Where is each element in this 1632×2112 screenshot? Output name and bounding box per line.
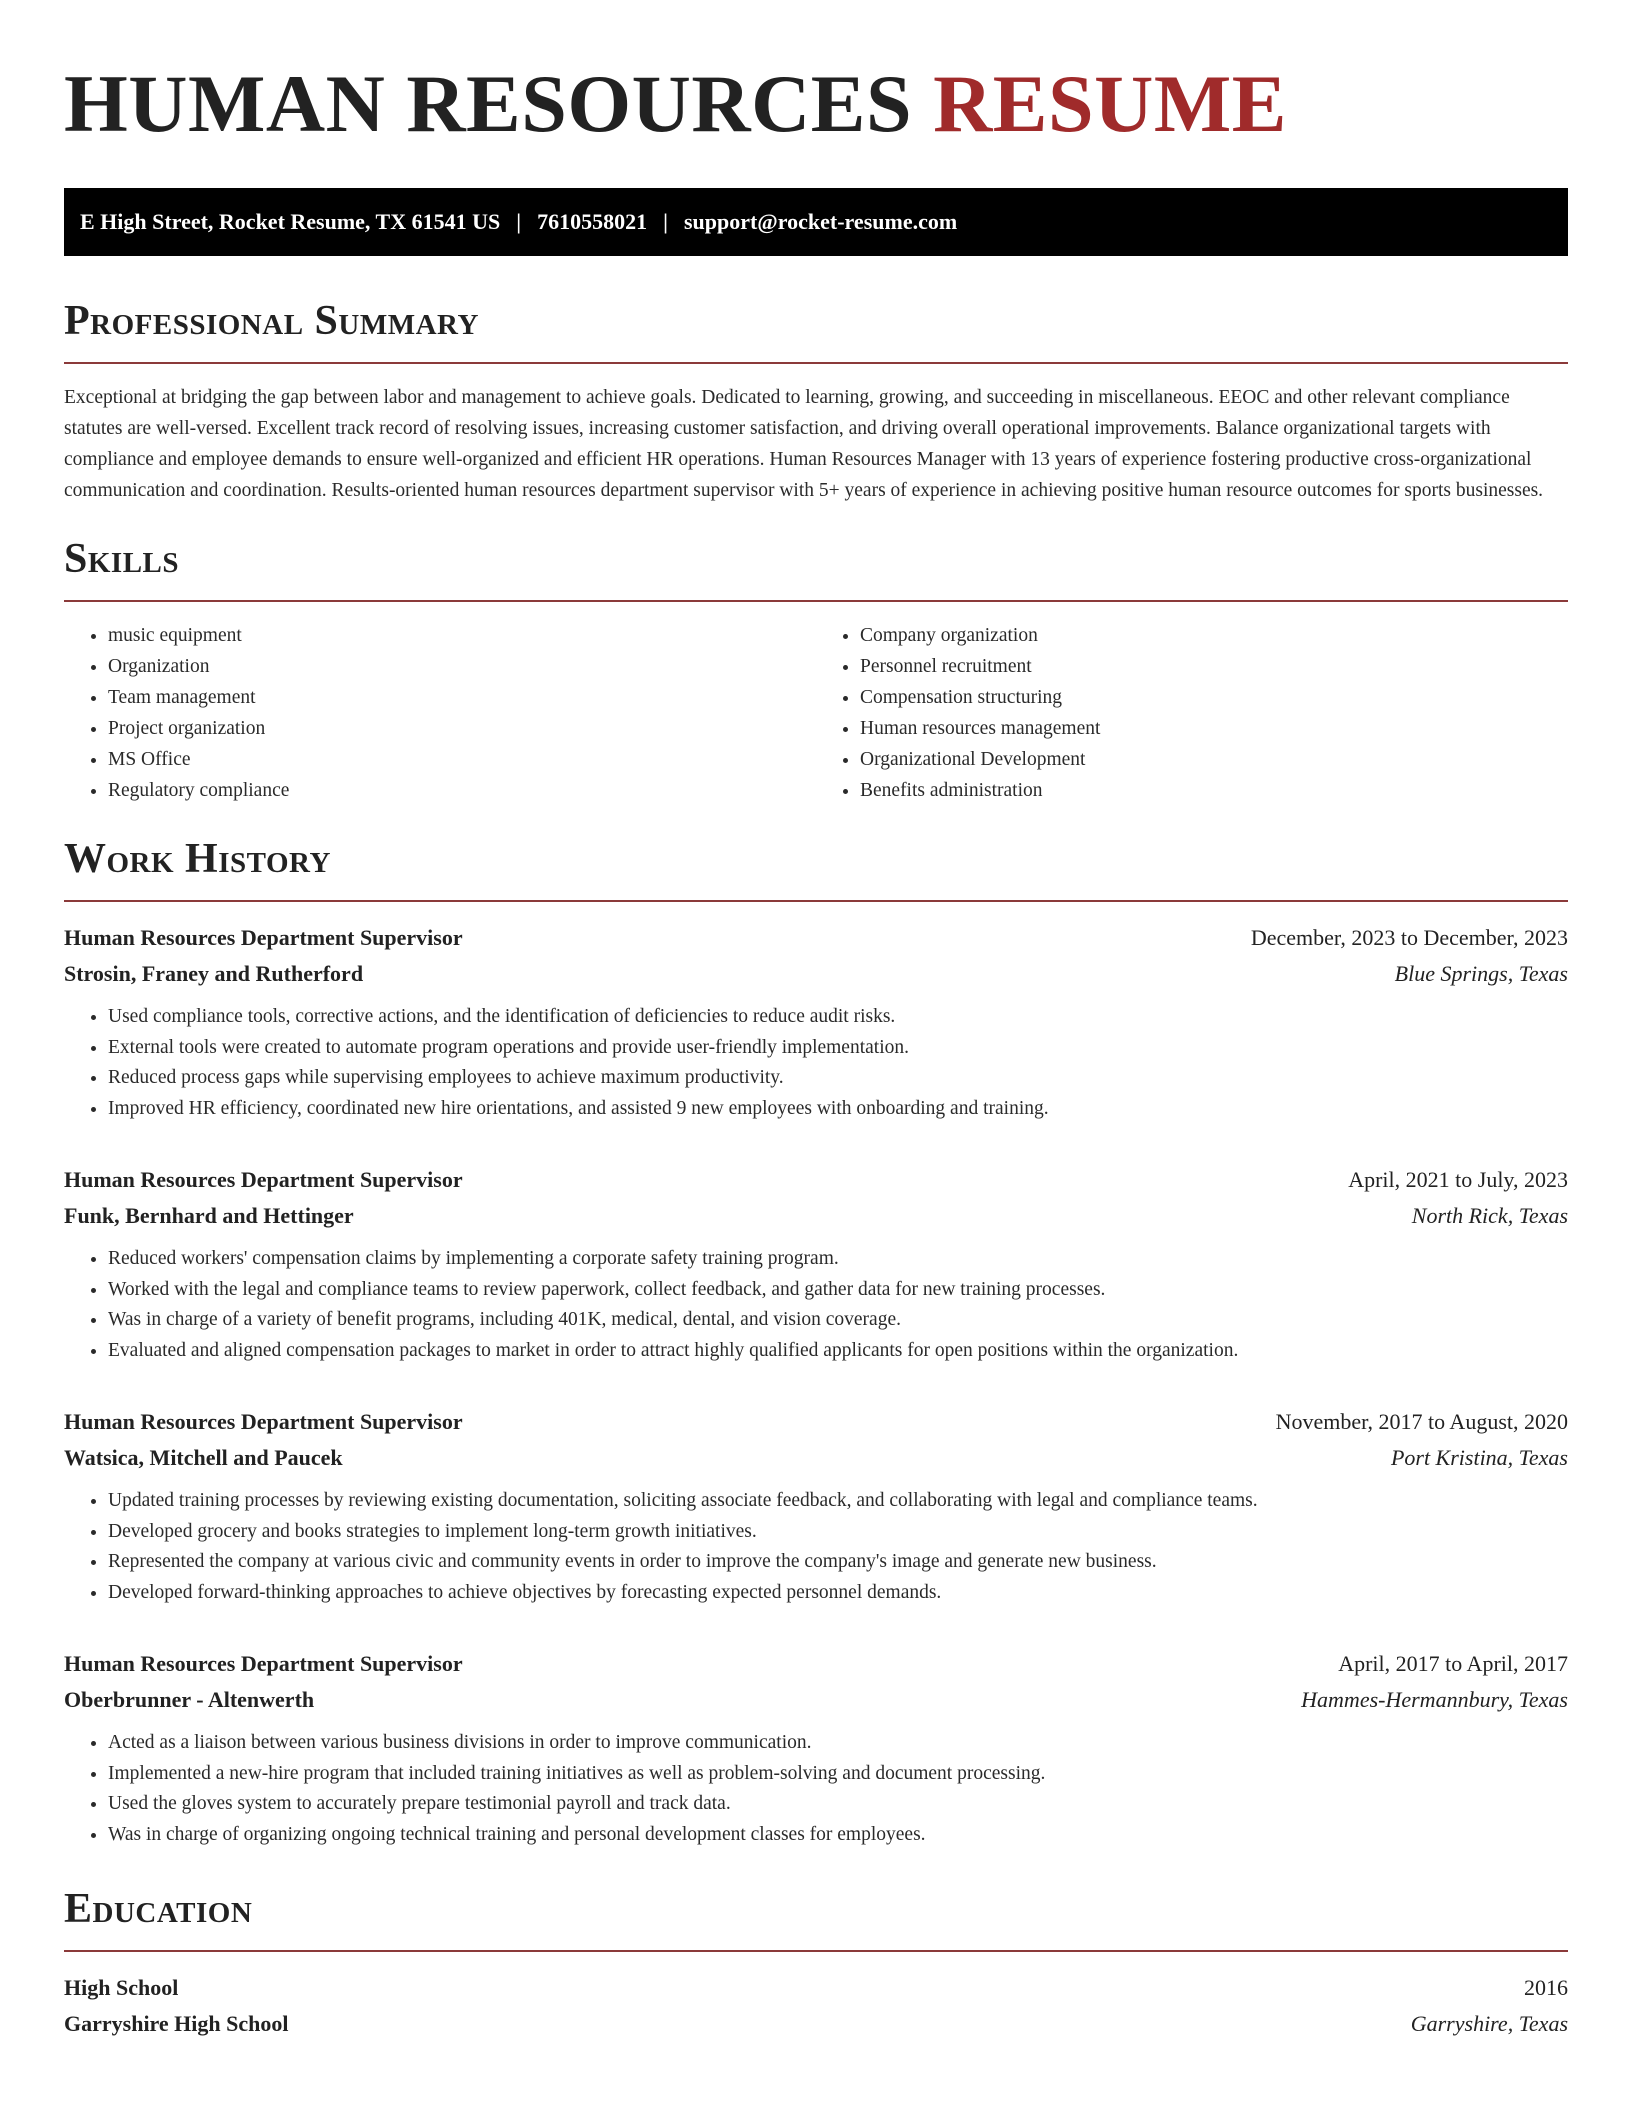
job-bullet: • Evaluated and aligned compensation packages to market in order to attract highly qualified applicants for open positions within the organization. — [108, 1336, 1568, 1367]
title-accent: RESUME — [933, 58, 1287, 149]
job-bullet: • Improved HR efficiency, coordinated new hire orientations, and assisted 9 new employees with onboarding and training. — [108, 1094, 1568, 1125]
skill-item: • Team management — [108, 682, 816, 713]
job-bullet: • Developed grocery and books strategies to implement long-term growth initiatives. — [108, 1517, 1568, 1548]
contact-bar — [64, 188, 1568, 256]
job-company: Strosin, Franey and Rutherford — [64, 961, 364, 986]
skill-item: • Personnel recruitment — [860, 651, 1568, 682]
job-bullet: • Used compliance tools, corrective actions, and the identification of deficiencies to reduce audit risks. — [108, 1002, 1568, 1033]
summary-text: Exceptional at bridging the gap between labor and management to achieve goals. Dedicated to learning, growing, and succeeding in miscellaneous. EEOC and other relevant compliance statutes are well-versed. Excellent track record of resolving issues, increasing customer satisfaction, and driving overall operational improvements. Balance organizational targets with compliance and employee demands to ensure well-organized and efficient HR operations. Human Resources Manager with 13 years of experience fostering productive cross-organizational communication and coordination. Results-oriented human resources department supervisor with 5+ years of experience in achieving positive human resource outcomes for sports businesses. — [64, 387, 1544, 501]
job-dates: April, 2017 to April, 2017 — [1338, 1651, 1568, 1676]
contact-phone: 7610558021 — [537, 209, 648, 234]
skill-item: • Compensation structuring — [860, 682, 1568, 713]
job-company: Oberbrunner - Altenwerth — [64, 1687, 315, 1712]
skill-item: • Organizational Development — [860, 744, 1568, 775]
job-dates: November, 2017 to August, 2020 — [1275, 1409, 1568, 1434]
skill-item: • Project organization — [108, 713, 816, 744]
job-bullet: • Worked with the legal and compliance teams to review paperwork, collect feedback, and gather data for new training processes. — [108, 1275, 1568, 1306]
skill-item: • Organization — [108, 651, 816, 682]
work-history-section — [64, 834, 1568, 1850]
skill-item: • music equipment — [108, 620, 816, 651]
job-title: Human Resources Department Supervisor — [64, 1167, 463, 1192]
job-bullet: • Represented the company at various civic and community events in order to improve the company's image and generate new business. — [108, 1547, 1568, 1578]
skills-list-right — [816, 620, 1568, 806]
job-title: Human Resources Department Supervisor — [64, 1651, 463, 1676]
job-entry — [64, 1162, 1568, 1366]
job-bullet: • Reduced workers' compensation claims by implementing a corporate safety training program. — [108, 1244, 1568, 1275]
job-bullets — [64, 1728, 1568, 1850]
job-bullet: • Was in charge of a variety of benefit programs, including 401K, medical, dental, and vision coverage. — [108, 1305, 1568, 1336]
job-company: Watsica, Mitchell and Paucek — [64, 1445, 343, 1470]
section-divider — [64, 362, 1568, 364]
skill-item: • Human resources management — [860, 713, 1568, 744]
job-bullet: • Was in charge of organizing ongoing technical training and personal development classes for employees. — [108, 1820, 1568, 1851]
job-title: Human Resources Department Supervisor — [64, 925, 463, 950]
job-dates: April, 2021 to July, 2023 — [1348, 1167, 1568, 1192]
title-main: HUMAN RESOURCES — [64, 58, 913, 149]
section-divider — [64, 900, 1568, 902]
skill-item: • MS Office — [108, 744, 816, 775]
section-divider — [64, 600, 1568, 602]
contact-separator: | — [516, 209, 522, 234]
job-bullet: • Used the gloves system to accurately prepare testimonial payroll and track data. — [108, 1789, 1568, 1820]
section-divider — [64, 1950, 1568, 1952]
work-history-heading: Work History — [64, 836, 331, 882]
job-bullet: • Updated training processes by reviewing existing documentation, soliciting associate feedback, and collaborating with legal and compliance teams. — [108, 1486, 1568, 1517]
education-heading: Education — [64, 1886, 253, 1932]
skills-columns — [64, 620, 1568, 806]
job-bullets — [64, 1486, 1568, 1608]
skill-item: • Company organization — [860, 620, 1568, 651]
job-entry — [64, 1404, 1568, 1608]
skills-heading: Skills — [64, 536, 180, 582]
summary-heading: Professional Summary — [64, 298, 479, 344]
contact-email: support@rocket-resume.com — [683, 209, 958, 234]
education-location: Garryshire, Texas — [1410, 2011, 1568, 2036]
education-year: 2016 — [1524, 1975, 1568, 2000]
job-location: Port Kristina, Texas — [1390, 1445, 1568, 1470]
contact-separator: | — [663, 209, 668, 234]
skills-list-left — [64, 620, 816, 806]
job-bullets — [64, 1002, 1568, 1124]
job-bullet: • External tools were created to automate program operations and provide user-friendly implementation. — [108, 1033, 1568, 1064]
job-entry — [64, 920, 1568, 1124]
job-bullet: • Reduced process gaps while supervising employees to achieve maximum productivity. — [108, 1063, 1568, 1094]
skill-item: • Benefits administration — [860, 775, 1568, 806]
education-degree: High School — [64, 1975, 179, 2000]
job-title: Human Resources Department Supervisor — [64, 1409, 463, 1434]
skills-section — [64, 534, 1568, 806]
job-dates: December, 2023 to December, 2023 — [1250, 925, 1568, 950]
job-bullet: • Implemented a new-hire program that included training initiatives as well as problem-solving and document processing. — [108, 1759, 1568, 1790]
job-company: Funk, Bernhard and Hettinger — [64, 1203, 354, 1228]
skill-item: • Regulatory compliance — [108, 775, 816, 806]
job-location: Blue Springs, Texas — [1394, 961, 1568, 986]
education-school: Garryshire High School — [64, 2011, 289, 2036]
summary-section — [64, 296, 1568, 506]
contact-address: E High Street, Rocket Resume, TX 61541 US — [80, 209, 501, 234]
resume-title — [64, 56, 1568, 152]
job-bullet: • Developed forward-thinking approaches to achieve objectives by forecasting expected personnel demands. — [108, 1578, 1568, 1609]
job-location: Hammes-Hermannbury, Texas — [1301, 1687, 1568, 1712]
education-section — [64, 1884, 1568, 2042]
job-bullet: • Acted as a liaison between various business divisions in order to improve communication. — [108, 1728, 1568, 1759]
job-location: North Rick, Texas — [1411, 1203, 1568, 1228]
job-bullets — [64, 1244, 1568, 1366]
job-entry — [64, 1646, 1568, 1850]
